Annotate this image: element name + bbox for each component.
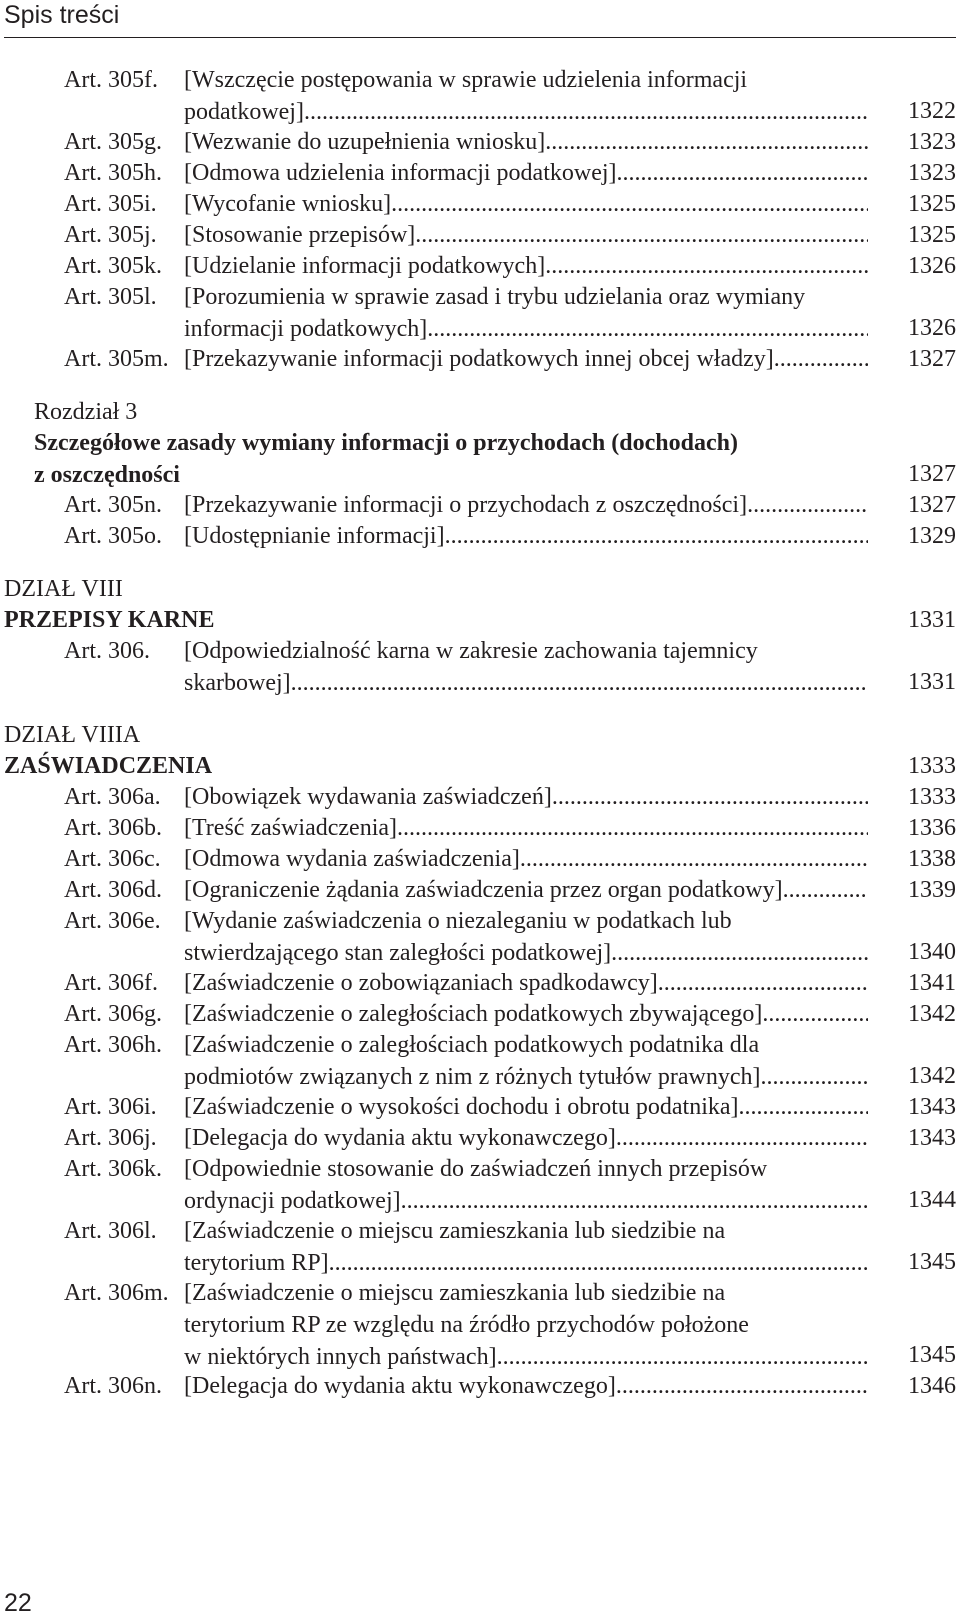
toc-line-with-leader bbox=[184, 1061, 868, 1093]
title-line: [Udostępnianie informacji] bbox=[184, 523, 445, 549]
title-line: [Odpowiedzialność karna w zakresie zachowania tajemnicy bbox=[184, 638, 758, 664]
page-reference[interactable]: 1342 bbox=[908, 1063, 956, 1089]
article-number: Art. 306h. bbox=[64, 1032, 162, 1058]
toc-line-with-leader bbox=[184, 157, 868, 189]
article-number: Art. 306d. bbox=[64, 877, 162, 903]
title-line: [Delegacja do wydania aktu wykonawczego] bbox=[184, 1125, 616, 1151]
toc-line-with-leader bbox=[4, 604, 868, 636]
article-title[interactable] bbox=[184, 1370, 868, 1402]
title-line: [Wycofanie wniosku] bbox=[184, 191, 392, 217]
title-line: [Zaświadczenie o miejscu zamieszkania lub siedzibie na bbox=[184, 1218, 726, 1244]
article-title[interactable] bbox=[184, 343, 868, 375]
title-line: [Zaświadczenie o wysokości dochodu i obrotu podatnika] bbox=[184, 1094, 739, 1120]
title-line: [Treść zaświadczenia] bbox=[184, 815, 398, 841]
dot-leader bbox=[552, 781, 868, 813]
page-reference[interactable]: 1333 bbox=[908, 784, 956, 810]
title-line: [Zaświadczenie o miejscu zamieszkania lub siedzibie na bbox=[184, 1280, 726, 1306]
title-line: stwierdzającego stan zaległości podatkowej] bbox=[184, 940, 612, 966]
page-reference[interactable]: 1343 bbox=[908, 1094, 956, 1120]
page-reference[interactable]: 1343 bbox=[908, 1125, 956, 1151]
title-line: podatkowej] bbox=[184, 99, 304, 125]
article-title[interactable] bbox=[184, 281, 868, 345]
title-line: [Ograniczenie żądania zaświadczenia przez organ podatkowy] bbox=[184, 877, 783, 903]
page-reference[interactable]: 1338 bbox=[908, 846, 956, 872]
dot-leader bbox=[658, 967, 868, 999]
article-number: Art. 306g. bbox=[64, 1001, 162, 1027]
title-line: ZAŚWIADCZENIA bbox=[4, 753, 213, 779]
page-reference[interactable]: 1333 bbox=[908, 753, 956, 779]
article-number: Art. 305j. bbox=[64, 222, 157, 248]
article-title[interactable] bbox=[184, 1153, 868, 1217]
title-line: [Porozumienia w sprawie zasad i trybu udzielania oraz wymiany bbox=[184, 284, 806, 310]
toc-line-with-leader bbox=[184, 998, 868, 1030]
article-title[interactable] bbox=[184, 250, 868, 282]
toc-line-with-leader bbox=[184, 96, 868, 128]
title-line: skarbowej] bbox=[184, 670, 291, 696]
article-title[interactable] bbox=[184, 126, 868, 158]
article-title[interactable] bbox=[184, 874, 868, 906]
toc-line-with-leader bbox=[4, 750, 868, 782]
article-number: Art. 306i. bbox=[64, 1094, 157, 1120]
dot-leader bbox=[329, 1247, 868, 1279]
title-line: [Zaświadczenie o zaległościach podatkowych zbywającego] bbox=[184, 1001, 763, 1027]
article-number: Art. 306. bbox=[64, 638, 150, 664]
title-line: [Odmowa wydania zaświadczenia] bbox=[184, 846, 520, 872]
article-title[interactable] bbox=[184, 1029, 868, 1093]
title-line: [Stosowanie przepisów] bbox=[184, 222, 416, 248]
dot-leader bbox=[739, 1091, 868, 1123]
dot-leader bbox=[291, 667, 868, 699]
page-reference[interactable]: 1344 bbox=[908, 1187, 956, 1213]
article-number: Art. 305o. bbox=[64, 523, 162, 549]
title-line: ordynacji podatkowej] bbox=[184, 1188, 401, 1214]
division-label: DZIAŁ VIIIA bbox=[4, 722, 141, 748]
article-number: Art. 305k. bbox=[64, 253, 162, 279]
toc-line-with-leader bbox=[34, 459, 868, 491]
article-title[interactable] bbox=[184, 998, 868, 1030]
toc-line-with-leader bbox=[184, 219, 868, 251]
page-reference[interactable]: 1327 bbox=[908, 461, 956, 487]
article-number: Art. 306m. bbox=[64, 1280, 169, 1306]
toc-line-with-leader bbox=[184, 1122, 868, 1154]
dot-leader bbox=[391, 188, 868, 220]
article-number: Art. 306a. bbox=[64, 784, 161, 810]
page-reference[interactable]: 1327 bbox=[908, 346, 956, 372]
toc-line-with-leader bbox=[184, 1091, 868, 1123]
page-reference[interactable]: 1325 bbox=[908, 191, 956, 217]
chapter-label: Rozdział 3 bbox=[34, 399, 138, 425]
page-reference[interactable]: 1325 bbox=[908, 222, 956, 248]
page-reference[interactable]: 1342 bbox=[908, 1001, 956, 1027]
article-title[interactable] bbox=[184, 967, 868, 999]
toc-line-with-leader bbox=[184, 126, 868, 158]
article-number: Art. 306f. bbox=[64, 970, 158, 996]
dot-leader bbox=[427, 313, 868, 345]
dot-leader bbox=[616, 1122, 868, 1154]
article-number: Art. 306k. bbox=[64, 1156, 162, 1182]
dot-leader bbox=[762, 998, 868, 1030]
dot-leader bbox=[774, 343, 868, 375]
title-line: Szczegółowe zasady wymiany informacji o przychodach (dochodach) bbox=[34, 430, 738, 456]
title-line: [Odmowa udzielenia informacji podatkowej] bbox=[184, 160, 617, 186]
page-header-title: Spis treści bbox=[4, 1, 120, 29]
dot-leader bbox=[401, 1185, 868, 1217]
page-reference[interactable]: 1345 bbox=[908, 1342, 956, 1368]
title-line: [Delegacja do wydania aktu wykonawczego] bbox=[184, 1373, 616, 1399]
title-line: informacji podatkowych] bbox=[184, 316, 428, 342]
article-number: Art. 305i. bbox=[64, 191, 157, 217]
dot-leader bbox=[747, 489, 868, 521]
title-line: w niektórych innych państwach] bbox=[184, 1344, 497, 1370]
title-line: [Przekazywanie informacji podatkowych innej obcej władzy] bbox=[184, 346, 774, 372]
article-number: Art. 305f. bbox=[64, 67, 158, 93]
page-reference[interactable]: 1327 bbox=[908, 492, 956, 518]
article-title[interactable] bbox=[184, 635, 868, 699]
article-title[interactable] bbox=[184, 157, 868, 189]
page-reference[interactable]: 1340 bbox=[908, 939, 956, 965]
article-number: Art. 305n. bbox=[64, 492, 162, 518]
title-line: [Zaświadczenie o zaległościach podatkowych podatnika dla bbox=[184, 1032, 760, 1058]
article-number: Art. 305m. bbox=[64, 346, 169, 372]
dot-leader bbox=[304, 96, 868, 128]
title-line: [Przekazywanie informacji o przychodach z oszczędności] bbox=[184, 492, 748, 518]
title-line: terytorium RP] bbox=[184, 1250, 329, 1276]
dot-leader bbox=[415, 219, 868, 251]
dot-leader bbox=[520, 843, 868, 875]
toc-line-with-leader bbox=[184, 967, 868, 999]
toc-line-with-leader bbox=[184, 874, 868, 906]
article-number: Art. 306n. bbox=[64, 1373, 162, 1399]
article-title[interactable] bbox=[184, 1122, 868, 1154]
title-line: terytorium RP ze względu na źródło przychodów położone bbox=[184, 1312, 749, 1338]
article-number: Art. 306b. bbox=[64, 815, 162, 841]
page-reference[interactable]: 1326 bbox=[908, 253, 956, 279]
toc-line-with-leader bbox=[184, 1247, 868, 1279]
dot-leader bbox=[783, 874, 868, 906]
article-number: Art. 306c. bbox=[64, 846, 161, 872]
page-reference[interactable]: 1345 bbox=[908, 1249, 956, 1275]
toc-line-with-leader bbox=[184, 781, 868, 813]
heading-title[interactable] bbox=[4, 604, 868, 636]
title-line: PRZEPISY KARNE bbox=[4, 607, 215, 633]
page-reference[interactable]: 1339 bbox=[908, 877, 956, 903]
page-reference[interactable]: 1326 bbox=[908, 315, 956, 341]
heading-title[interactable] bbox=[34, 427, 868, 491]
toc-line-with-leader bbox=[184, 343, 868, 375]
toc-line-with-leader bbox=[184, 937, 868, 969]
article-number: Art. 306j. bbox=[64, 1125, 157, 1151]
title-line: [Wydanie zaświadczenia o niezaleganiu w podatkach lub bbox=[184, 908, 732, 934]
page-reference[interactable]: 1323 bbox=[908, 160, 956, 186]
page-reference[interactable]: 1322 bbox=[908, 98, 956, 124]
title-line: [Zaświadczenie o zobowiązaniach spadkodawcy] bbox=[184, 970, 658, 996]
dot-leader bbox=[545, 250, 868, 282]
dot-leader bbox=[617, 157, 868, 189]
page-reference[interactable]: 1323 bbox=[908, 129, 956, 155]
title-line: [Wszczęcie postępowania w sprawie udzielenia informacji bbox=[184, 67, 748, 93]
dot-leader bbox=[616, 1370, 868, 1402]
dot-leader bbox=[611, 937, 868, 969]
title-line: [Wezwanie do uzupełnienia wniosku] bbox=[184, 129, 546, 155]
toc-line-with-leader bbox=[184, 812, 868, 844]
toc-line-with-leader bbox=[184, 313, 868, 345]
article-title[interactable] bbox=[184, 843, 868, 875]
article-title[interactable] bbox=[184, 781, 868, 813]
toc-line-with-leader bbox=[184, 188, 868, 220]
article-number: Art. 305g. bbox=[64, 129, 162, 155]
article-number: Art. 305h. bbox=[64, 160, 162, 186]
article-title[interactable] bbox=[184, 905, 868, 969]
page-number: 22 bbox=[4, 1589, 32, 1617]
title-line: [Odpowiednie stosowanie do zaświadczeń innych przepisów bbox=[184, 1156, 768, 1182]
article-number: Art. 305l. bbox=[64, 284, 157, 310]
toc-line-with-leader bbox=[184, 489, 868, 521]
article-title[interactable] bbox=[184, 520, 868, 552]
page-reference[interactable]: 1329 bbox=[908, 523, 956, 549]
article-title[interactable] bbox=[184, 219, 868, 251]
article-title[interactable] bbox=[184, 812, 868, 844]
dot-leader bbox=[761, 1061, 869, 1093]
article-title[interactable] bbox=[184, 1091, 868, 1123]
dot-leader bbox=[497, 1341, 868, 1373]
toc-line-with-leader bbox=[184, 1341, 868, 1373]
article-title[interactable] bbox=[184, 1215, 868, 1279]
toc-line-with-leader bbox=[184, 1185, 868, 1217]
dot-leader bbox=[445, 520, 868, 552]
heading-title[interactable] bbox=[4, 750, 868, 782]
dot-leader bbox=[545, 126, 868, 158]
article-title[interactable] bbox=[184, 188, 868, 220]
dot-leader bbox=[397, 812, 868, 844]
page-reference[interactable]: 1341 bbox=[908, 970, 956, 996]
article-title[interactable] bbox=[184, 64, 868, 128]
division-label: DZIAŁ VIII bbox=[4, 576, 123, 602]
page-reference[interactable]: 1336 bbox=[908, 815, 956, 841]
title-line: z oszczędności bbox=[34, 462, 180, 488]
toc-line-with-leader bbox=[184, 667, 868, 699]
page-reference[interactable]: 1346 bbox=[908, 1373, 956, 1399]
toc-line-with-leader bbox=[184, 520, 868, 552]
article-number: Art. 306e. bbox=[64, 908, 161, 934]
toc-line-with-leader bbox=[184, 843, 868, 875]
page-reference[interactable]: 1331 bbox=[908, 607, 956, 633]
page-reference[interactable]: 1331 bbox=[908, 669, 956, 695]
title-line: [Udzielanie informacji podatkowych] bbox=[184, 253, 546, 279]
toc-line-with-leader bbox=[184, 250, 868, 282]
title-line: podmiotów związanych z nim z różnych tytułów prawnych] bbox=[184, 1064, 761, 1090]
toc-line-with-leader bbox=[184, 1370, 868, 1402]
article-title[interactable] bbox=[184, 1277, 868, 1373]
article-number: Art. 306l. bbox=[64, 1218, 157, 1244]
article-title[interactable] bbox=[184, 489, 868, 521]
title-line: [Obowiązek wydawania zaświadczeń] bbox=[184, 784, 552, 810]
